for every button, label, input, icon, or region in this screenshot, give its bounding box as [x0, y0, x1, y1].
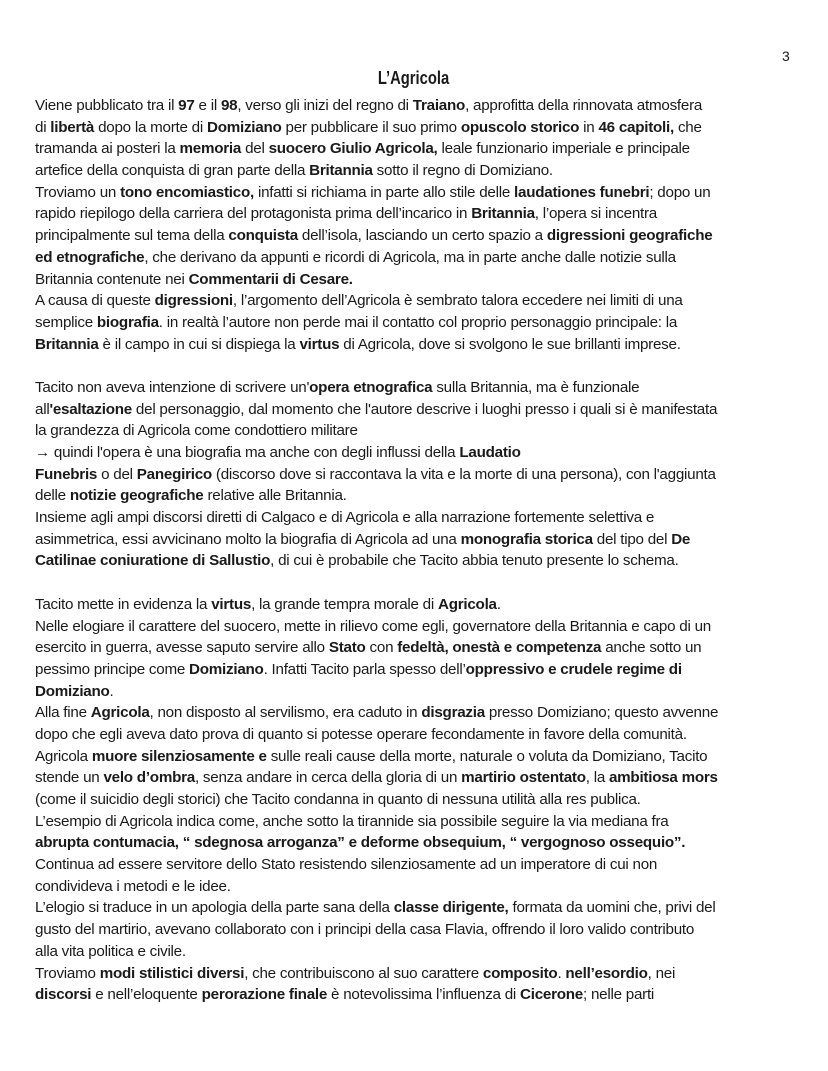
text: , l’opera si incentra: [534, 205, 657, 223]
text: , senza andare in cerca della gloria di un: [194, 769, 462, 787]
text: dopo la morte di: [94, 118, 207, 136]
bold-text: digressioni: [154, 292, 233, 310]
bold-text: monografia storica: [460, 530, 593, 548]
bold-text: discorsi: [35, 986, 92, 1004]
text: delle: [35, 487, 70, 505]
text: che: [673, 118, 702, 136]
bold-text: opuscolo storico: [460, 118, 580, 136]
bold-text: opera etnografica: [309, 378, 433, 396]
text: Continua ad essere servitore dello Stato resistendo silenziosamente ad un imperatore di cui non: [35, 856, 658, 874]
text-line: [35, 876, 815, 898]
text: del tipo del: [592, 530, 672, 548]
text: Troviamo: [35, 964, 100, 982]
text-line: [35, 420, 815, 442]
blank-line: [35, 572, 815, 594]
text: Tacito mette in evidenza la: [35, 595, 212, 613]
bold-text: Britannia: [35, 335, 99, 353]
text: condivideva i metodi e le idee.: [35, 877, 231, 895]
bold-text: 46 capitoli,: [598, 118, 674, 136]
text-line: [35, 269, 815, 291]
text-line: [35, 767, 815, 789]
text: , che contribuiscono al suo carattere: [244, 964, 483, 982]
bold-text: Agricola: [437, 595, 497, 613]
text-line: [35, 485, 815, 507]
text-line: [35, 464, 815, 486]
bold-text: memoria: [179, 140, 242, 158]
text: all: [35, 400, 50, 418]
text: semplice: [35, 313, 97, 331]
bold-text: Catilinae coniuratione di Sallustio: [35, 552, 271, 570]
bold-text: Britannia: [471, 205, 535, 223]
bold-text: oppressivo e crudele regime di: [465, 660, 682, 678]
page-number: 3: [782, 48, 790, 64]
bold-text: Domiziano: [35, 682, 110, 700]
text: Agricola: [35, 747, 92, 765]
text: è notevolissima l’influenza di: [327, 986, 520, 1004]
bold-text: Commentarii di Cesare.: [188, 270, 353, 288]
text: relative alle Britannia.: [203, 487, 347, 505]
bold-text: laudationes funebri: [514, 183, 650, 201]
text-line: [35, 550, 815, 572]
text-line: [35, 247, 815, 269]
text: A causa di queste: [35, 292, 155, 310]
bold-text: muore silenziosamente e: [91, 747, 267, 765]
text-line: [35, 312, 815, 334]
text-line: [35, 399, 815, 421]
text-line: [35, 724, 815, 746]
text: L’elogio si traduce in un apologia della parte sana della: [35, 899, 394, 917]
text-line: [35, 377, 815, 399]
text-line: [35, 963, 815, 985]
text-line: [35, 95, 815, 117]
text: dell’isola, lasciando un certo spazio a: [297, 227, 547, 245]
text-line: [35, 160, 815, 182]
text: e nell’eloquente: [91, 986, 202, 1004]
text-line: [35, 442, 815, 464]
bold-text: Stato: [328, 639, 366, 657]
text: rapido riepilogo della carriera del protagonista prima dell’incarico in: [35, 205, 472, 223]
text: infatti si richiama in parte allo stile delle: [253, 183, 515, 201]
text-line: [35, 290, 815, 312]
bold-text: fedeltà, onestà e competenza: [397, 639, 602, 657]
text: del personaggio, dal momento che l'autore descrive i luoghi presso i quali si è manifestata: [131, 400, 718, 418]
bold-text: abrupta contumacia, “ sdegnosa arroganza” e deforme obsequium, “ vergognoso ossequio”.: [35, 834, 686, 852]
text: pessimo principe come: [35, 660, 190, 678]
text-line: [35, 529, 815, 551]
text: alla vita politica e civile.: [35, 942, 186, 960]
text: . Infatti Tacito parla spesso dell’: [263, 660, 466, 678]
bold-text: nell’esordio: [565, 964, 648, 982]
text: , la grande tempra morale di: [251, 595, 438, 613]
text-line: [35, 138, 815, 160]
bold-text: suocero Giulio Agricola,: [268, 140, 438, 158]
bold-text: Funebris: [35, 465, 98, 483]
text-line: [35, 182, 815, 204]
text: presso Domiziano; questo avvenne: [484, 704, 719, 722]
bold-text: Domiziano: [206, 118, 282, 136]
text-line: [35, 681, 815, 703]
bold-text: De: [671, 530, 691, 548]
text: . in realtà l’autore non perde mai il contatto col proprio personaggio principale: la: [158, 313, 678, 331]
text-line: [35, 203, 815, 225]
text-line: [35, 225, 815, 247]
bold-text: Traiano: [412, 97, 466, 114]
text-line: [35, 637, 815, 659]
text: tramanda ai posteri la: [35, 140, 180, 158]
text: , di cui è probabile che Tacito abbia tenuto presente lo schema.: [270, 552, 679, 570]
text: di: [35, 118, 51, 136]
text-line: [35, 811, 815, 833]
blank-line: [35, 355, 815, 377]
bold-text: conquista: [228, 227, 298, 245]
text: ; dopo un: [649, 183, 711, 201]
text: formata da uomini che, privi del: [508, 899, 716, 917]
text: gusto del martirio, avevano collaborato con i principi della casa Flavia, offrendo il loro valido contributo: [35, 921, 695, 939]
document-title: [0, 68, 828, 89]
text: Viene pubblicato tra il: [35, 97, 179, 114]
text-line: [35, 854, 815, 876]
bold-text: Cicerone: [520, 986, 583, 1004]
text: è il campo in cui si dispiega la: [98, 335, 300, 353]
text: , la: [585, 769, 609, 787]
document-body: [35, 95, 815, 1006]
text: , nei: [647, 964, 676, 982]
text-line: [35, 941, 815, 963]
text: .: [109, 682, 114, 700]
bold-text: biografia: [96, 313, 159, 331]
text: artefice della conquista di gran parte della: [35, 162, 310, 180]
text: sulla Britannia, ma è funzionale: [432, 378, 640, 396]
text-line: [35, 616, 815, 638]
text-line: [35, 832, 815, 854]
text: , non disposto al servilismo, era caduto in: [149, 704, 422, 722]
text-line: [35, 507, 815, 529]
bold-text: ambitiosa mors: [608, 769, 718, 787]
text: sotto il regno di Domiziano.: [372, 162, 553, 180]
bold-text: 98: [220, 97, 238, 114]
text: L’esempio di Agricola indica come, anche sotto la tirannide sia possibile seguire la via mediana fra: [35, 812, 669, 830]
bold-text: libertà: [50, 118, 95, 136]
text: del: [241, 140, 269, 158]
text-line: [35, 702, 815, 724]
bold-text: disgrazia: [421, 704, 485, 722]
text: e il: [194, 97, 221, 114]
text-line: [35, 334, 815, 356]
bold-text: Panegirico: [136, 465, 212, 483]
bold-text: perorazione finale: [201, 986, 328, 1004]
bold-text: digressioni geografiche: [546, 227, 713, 245]
bold-text: notizie geografiche: [69, 487, 204, 505]
bold-text: Britannia: [309, 162, 373, 180]
text: Alla fine: [35, 704, 91, 722]
text: asimmetrica, essi avvicinano molto la biografia di Agricola ad una: [35, 530, 461, 548]
text: la grandezza di Agricola come condottiero militare: [35, 422, 358, 440]
text: Britannia contenute nei: [35, 270, 189, 288]
bold-text: Laudatio: [459, 444, 521, 461]
text: , verso gli inizi del regno di: [237, 97, 413, 114]
text-line: [35, 659, 815, 681]
text: stende un: [35, 769, 104, 787]
text-line: [35, 789, 815, 811]
text: anche sotto un: [601, 639, 702, 657]
bold-text: 97: [178, 97, 195, 114]
text: dopo che egli aveva dato prova di quanto si potesse operare fecondamente in favore della comunità.: [35, 725, 687, 743]
bold-text: modi stilistici diversi: [99, 964, 245, 982]
text: Troviamo un: [35, 183, 121, 201]
text-line: [35, 984, 815, 1006]
bold-text: velo d’ombra: [103, 769, 195, 787]
text-line: [35, 117, 815, 139]
text-line: [35, 919, 815, 941]
bold-text: composito: [482, 964, 558, 982]
bold-text: virtus: [211, 595, 252, 613]
text-line: [35, 746, 815, 768]
bold-text: martirio ostentato: [461, 769, 586, 787]
text: sulle reali cause della morte, naturale o voluta da Domiziano, Tacito: [266, 747, 708, 765]
text: , l’argomento dell’Agricola è sembrato talora eccedere nei limiti di una: [232, 292, 683, 310]
text: .: [557, 964, 566, 982]
text: o del: [97, 465, 137, 483]
text: esercito in guerra, avesse saputo servire allo: [35, 639, 329, 657]
bold-text: ed etnografiche: [35, 248, 145, 266]
text: di Agricola, dove si svolgono le sue brillanti imprese.: [339, 335, 681, 353]
text: (come il suicidio degli storici) che Tacito condanna in quanto di nessuna utilità alla res publica.: [35, 791, 641, 808]
text: → quindi l'opera è una biografia ma anche con degli influssi della: [35, 444, 460, 461]
text: Tacito non aveva intenzione di scrivere un': [35, 378, 310, 396]
text: , che derivano da appunti e ricordi di Agricola, ma in parte anche dalle notizie sulla: [144, 248, 676, 266]
text: principalmente sul tema della: [35, 227, 229, 245]
text: Insieme agli ampi discorsi diretti di Calgaco e di Agricola e alla narrazione fortemente selettiva e: [35, 509, 655, 527]
text: ; nelle parti: [583, 986, 655, 1004]
text-line: [35, 897, 815, 919]
text: leale funzionario imperiale e principale: [437, 140, 690, 158]
text: Nelle elogiare il carattere del suocero, mette in rilievo come egli, governatore della Britannia e capo di un: [35, 617, 711, 635]
text: per pubblicare il suo primo: [281, 118, 461, 136]
bold-text: 'esaltazione: [49, 400, 132, 418]
text: in: [579, 118, 599, 136]
text: , approfitta della rinnovata atmosfera: [465, 97, 703, 114]
text-line: [35, 594, 815, 616]
title-text: L’Agricola: [378, 68, 450, 88]
bold-text: Domiziano: [189, 660, 264, 678]
text: con: [365, 639, 398, 657]
bold-text: classe dirigente,: [393, 899, 509, 917]
text: .: [496, 595, 501, 613]
text: (discorso dove si raccontava la vita e la morte di una persona), con l'aggiunta: [211, 465, 716, 483]
bold-text: virtus: [299, 335, 340, 353]
bold-text: Agricola: [90, 704, 150, 722]
bold-text: tono encomiastico,: [120, 183, 254, 201]
